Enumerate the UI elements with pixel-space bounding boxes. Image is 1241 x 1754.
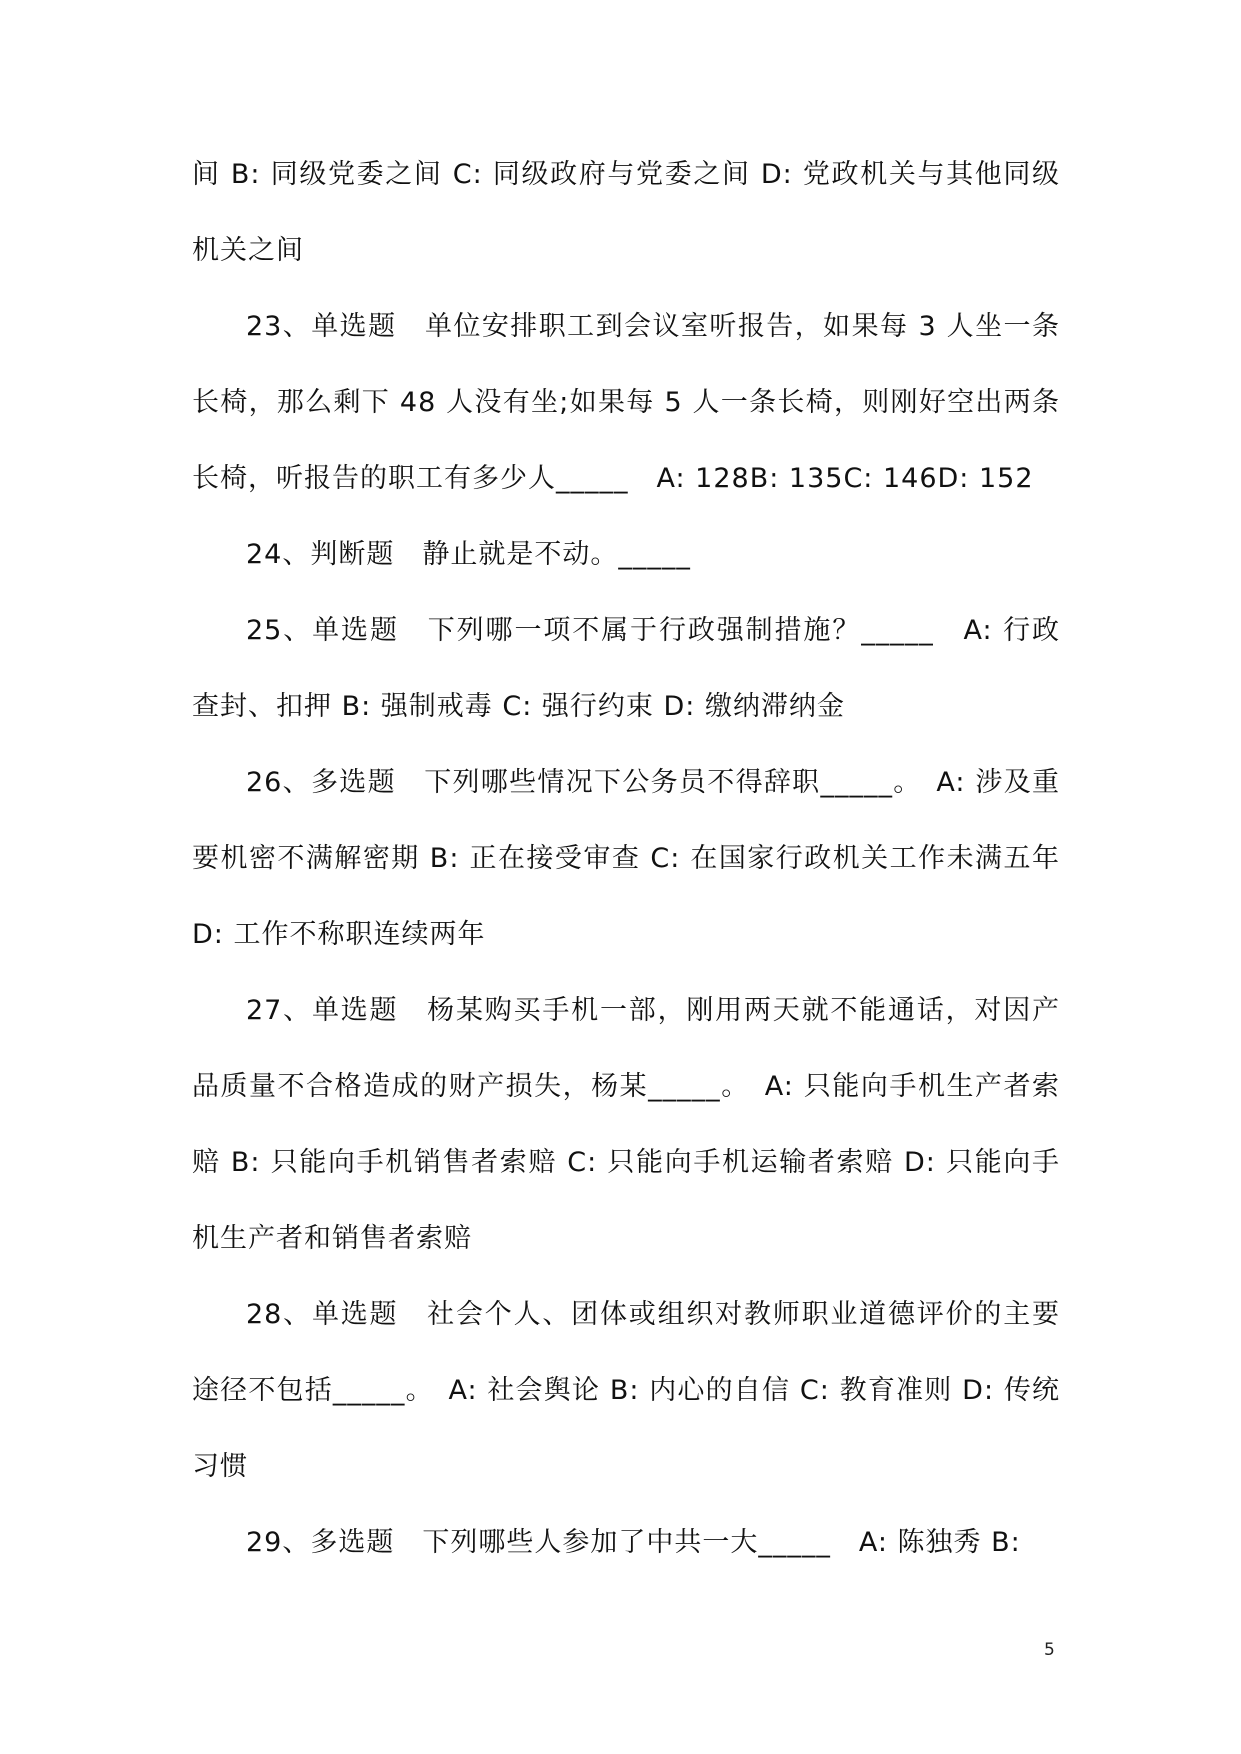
document-body (192, 137, 1060, 1581)
paragraph-q24: 24、判断题 静止就是不动。_____ (246, 539, 691, 570)
paragraph-q22-continuation: 间 B: 同级党委之间 C: 同级政府与党委之间 D: 党政机关与其他同级机关之间 (192, 159, 1060, 266)
paragraph-q26: 26、多选题 下列哪些情况下公务员不得辞职_____。 A: 涉及重要机密不满解密期 B: 正在接受审查 C: 在国家行政机关工作未满五年 D: 工作不称职连续两年 (192, 767, 1060, 950)
paragraph-q27: 27、单选题 杨某购买手机一部，刚用两天就不能通话，对因产品质量不合格造成的财产损失，杨某_____。 A: 只能向手机生产者索赔 B: 只能向手机销售者索赔 C: 只能向手机运输者索赔 D: 只能向手机生产者和销售者索赔 (192, 995, 1060, 1254)
paragraph-q25: 25、单选题 下列哪一项不属于行政强制措施？_____ A: 行政查封、扣押 B: 强制戒毒 C: 强行约束 D: 缴纳滞纳金 (192, 615, 1060, 722)
page-number: 5 (1044, 1640, 1055, 1660)
paragraph-q29: 29、多选题 下列哪些人参加了中共一大_____ A: 陈独秀 B: (246, 1527, 1021, 1558)
paragraph-q28: 28、单选题 社会个人、团体或组织对教师职业道德评价的主要途径不包括_____。 A: 社会舆论 B: 内心的自信 C: 教育准则 D: 传统习惯 (192, 1299, 1060, 1482)
paragraph-q23: 23、单选题 单位安排职工到会议室听报告，如果每 3 人坐一条长椅，那么剩下 48 人没有坐;如果每 5 人一条长椅，则刚好空出两条长椅，听报告的职工有多少人_____ A: 128B: 135C: 146D: 152 (192, 311, 1060, 494)
